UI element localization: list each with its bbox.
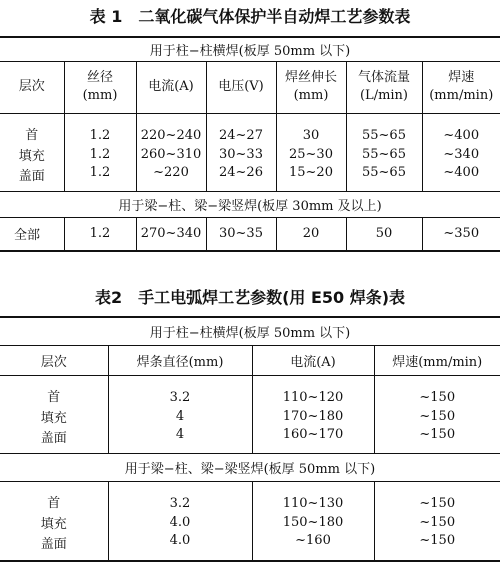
table-cell: 260~310 — [136, 143, 206, 165]
table-cell: 3.2 — [108, 375, 252, 405]
table-row — [0, 511, 500, 533]
table1-header-cell: 层次 — [0, 61, 64, 113]
table-cell: 24~26 — [206, 165, 276, 191]
table1-caption-row — [0, 37, 500, 61]
table2-header-cell: 焊条直径(mm) — [108, 345, 252, 375]
table-cell: 30~35 — [206, 217, 276, 251]
table-cell: 220~240 — [136, 113, 206, 143]
table-cell: 4.0 — [108, 511, 252, 533]
table-cell: ~150 — [374, 533, 500, 561]
table1-section2-caption: 用于梁−柱、梁−梁竖焊(板厚 30mm 及以上) — [0, 191, 500, 217]
table-cell: 150~180 — [252, 511, 374, 533]
table-cell: 24~27 — [206, 113, 276, 143]
table-row — [0, 165, 500, 191]
table-row — [0, 143, 500, 165]
table-row — [0, 481, 500, 511]
table-cell: 盖面 — [18, 169, 45, 184]
table-cell: ~400 — [422, 113, 500, 143]
table-cell: 170~180 — [252, 405, 374, 427]
table-cell: 填充 — [18, 148, 45, 164]
table2-header-cell: 焊速(mm/min) — [374, 345, 500, 375]
table2-caption-row — [0, 453, 500, 481]
table1-header-cell: 焊速 (mm/min) — [422, 61, 500, 113]
table2-header-cell: 层次 — [0, 345, 108, 375]
table-cell: 50 — [346, 217, 422, 251]
table-row — [0, 375, 500, 405]
table-cell: 20 — [276, 217, 346, 251]
table-cell: 30 — [276, 113, 346, 143]
table-cell: ~220 — [136, 165, 206, 191]
table2-header-cell: 电流(A) — [252, 345, 374, 375]
table-cell: 全部 — [0, 217, 64, 251]
table-cell: 填充 — [40, 516, 67, 532]
table1 — [0, 36, 500, 252]
table-cell: 首 — [0, 481, 108, 511]
table2 — [0, 316, 500, 562]
table-cell: 160~170 — [252, 427, 374, 453]
table1-section1-caption: 用于柱−柱横焊(板厚 50mm 以下) — [0, 37, 500, 61]
table-cell: ~150 — [374, 481, 500, 511]
table2-section2-caption: 用于梁−柱、梁−梁竖焊(板厚 50mm 以下) — [0, 453, 500, 481]
table-cell: ~150 — [374, 375, 500, 405]
table-cell: 270~340 — [136, 217, 206, 251]
table-cell: 3.2 — [108, 481, 252, 511]
table1-title: 表 1 二氧化碳气体保护半自动焊工艺参数表 — [89, 7, 411, 26]
table1-header-cell: 焊丝伸长 (mm) — [276, 61, 346, 113]
table-cell: 4 — [108, 405, 252, 427]
table-cell: 1.2 — [64, 217, 136, 251]
table-cell: 4 — [108, 427, 252, 453]
table-cell: 盖面 — [40, 431, 67, 446]
table-cell: 55~65 — [346, 165, 422, 191]
table2-caption-row — [0, 317, 500, 345]
table-cell: 填充 — [40, 410, 67, 426]
table-cell: 110~130 — [252, 481, 374, 511]
table-cell: ~340 — [422, 143, 500, 165]
table-cell: 110~120 — [252, 375, 374, 405]
table-cell: 15~20 — [276, 165, 346, 191]
table-row — [0, 113, 500, 143]
table1-header-row — [0, 61, 500, 113]
table-cell: 55~65 — [346, 143, 422, 165]
table-cell: 1.2 — [64, 113, 136, 143]
table-cell: ~150 — [374, 427, 500, 453]
table1-caption-row — [0, 191, 500, 217]
table-cell: ~400 — [422, 165, 500, 191]
table-cell: 30~33 — [206, 143, 276, 165]
table-cell: ~150 — [374, 511, 500, 533]
table-cell: 首 — [0, 113, 64, 143]
table-cell: ~150 — [374, 405, 500, 427]
table1-header-cell: 气体流量 (L/min) — [346, 61, 422, 113]
table-cell: ~350 — [422, 217, 500, 251]
table-row — [0, 533, 500, 561]
table-cell: 首 — [0, 375, 108, 405]
table-cell: 55~65 — [346, 113, 422, 143]
table2-header-row — [0, 345, 500, 375]
table2-section1-caption: 用于柱−柱横焊(板厚 50mm 以下) — [0, 317, 500, 345]
table-cell: 1.2 — [64, 165, 136, 191]
table1-header-cell: 电流(A) — [136, 61, 206, 113]
table1-header-cell: 丝径 (mm) — [64, 61, 136, 113]
table-cell: 盖面 — [0, 533, 108, 561]
table2-title: 表2 手工电弧焊工艺参数(用 E50 焊条)表 — [94, 288, 406, 307]
table-cell: 1.2 — [64, 143, 136, 165]
table-row — [0, 217, 500, 251]
table1-header-cell: 电压(V) — [206, 61, 276, 113]
table-row — [0, 427, 500, 453]
table-cell: 4.0 — [108, 533, 252, 561]
table-row — [0, 405, 500, 427]
table-cell: ~160 — [252, 533, 374, 561]
table-cell: 25~30 — [276, 143, 346, 165]
